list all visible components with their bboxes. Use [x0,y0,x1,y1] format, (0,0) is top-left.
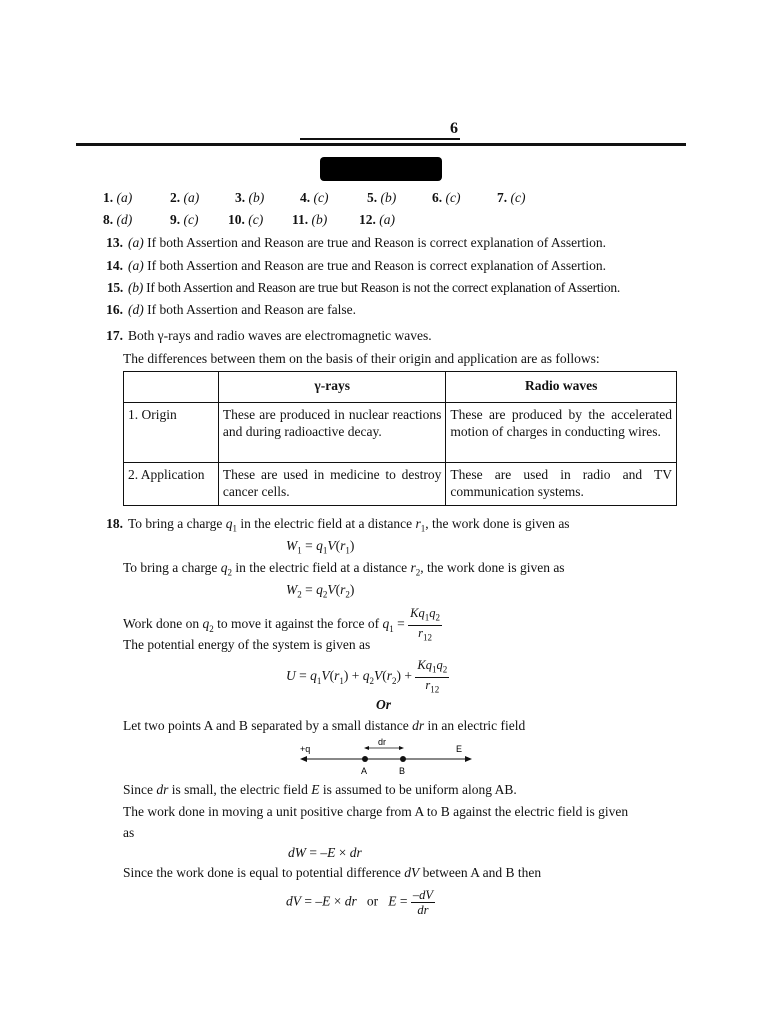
field-diagram [298,738,474,780]
left-arrowhead [300,756,307,762]
dr-arrowhead-left [364,746,369,750]
fraction: $\frac{Kq_1q_2}{r_{12}}$ [410,606,440,642]
a-label: A [361,766,368,776]
table-header: Radio waves [446,372,677,403]
table-cell: 1. Origin [124,403,219,463]
answer-14: 14. (a) If both Assertion and Reason are true and Reason is correct explanation of Assertion. [106,258,606,273]
point-b [400,756,406,762]
answer-8: 8. (d) [103,212,133,227]
table-header: γ-rays [218,372,446,403]
section-badge [320,157,442,181]
q18-line4: The potential energy of the system is given as [123,637,371,652]
table-cell: These are produced in nuclear reactions and during radioactive decay. [218,403,446,463]
comparison-table [123,371,677,506]
equation-w1: $W_1 = q_1V(r_1)$ [286,538,355,556]
answer-13: 13. (a) If both Assertion and Reason are true and Reason is correct explanation of Assertion. [106,235,606,250]
fraction: $\frac{Kq_1q_2}{r_{12}}$ [417,658,448,694]
answer-17: 17. Both γ-rays and radio waves are electromagnetic waves. [106,328,432,343]
equation-u: $U = q_1V(r_1) + q_2V(r_2)$ + $\frac{Kq_1q_2}{r_{12}}$ [286,658,448,694]
fraction: $\frac{-dV}{dr}$ [412,888,434,917]
q18-line7: The work done in moving a unit positive charge from A to B against the electric field is given [123,804,629,819]
table-cell: These are used in medicine to destroy cancer cells. [218,463,446,506]
answer-11: 11. (b) [292,212,328,227]
table-header [124,372,219,403]
point-a [362,756,368,762]
q18-line7b: as [123,825,135,840]
table-header-row [124,372,677,403]
equation-dw: dW = –E × dr [288,845,362,860]
e-label: E [456,744,463,754]
answer-3: 3. (b) [235,190,265,205]
dr-label: dr [378,738,387,747]
answer-9: 9. (c) [170,212,199,227]
plus-q-label: +q [300,744,311,754]
table-cell: These are produced by the accelerated motion of charges in conducting wires. [446,403,677,463]
q18-line2: To bring a charge $q_2$ in the electric field at a distance $r_2$, the work done is given as [123,560,565,578]
header-underline [300,138,460,140]
dr-arrowhead-right [399,746,404,750]
answer-4: 4. (c) [300,190,329,205]
answer-16: 16. (d) If both Assertion and Reason are false. [106,302,356,317]
answer-1: 1. (a) [103,190,133,205]
right-arrowhead [465,756,472,762]
q17-intro: The differences between them on the basis of their origin and application are as follows: [123,351,600,366]
q18-line5: Let two points A and B separated by a small distance dr in an electric field [123,718,526,733]
header-rule [76,143,686,146]
or-separator: Or [376,697,392,712]
answer-5: 5. (b) [367,190,397,205]
equation-w2: $W_2 = q_2V(r_2)$ [286,582,355,600]
q18-line3: Work done on $q_2$ to move it against the force of $q_1$ = $\frac{Kq_1q_2}{r_{12}}$ [123,606,440,642]
answer-15: 15. (b) If both Assertion and Reason are true but Reason is not the correct explanation of Assertion. [106,280,621,295]
answer-2: 2. (a) [170,190,200,205]
table-cell: 2. Application [124,463,219,506]
answer-18: 18. To bring a charge $q_1$ in the electric field at a distance $r_1$, the work done is given as [106,516,570,534]
table-row [124,463,677,506]
q18-line8: Since the work done is equal to potential difference dV between A and B then [123,865,542,880]
table-row [124,403,677,463]
answer-10: 10. (c) [228,212,264,227]
answer-6: 6. (c) [432,190,461,205]
equation-dv: dV = –E × dr or E = $\frac{-dV}{dr}$ [286,888,434,917]
b-label: B [399,766,406,776]
answer-12: 12. (a) [359,212,395,227]
answer-7: 7. (c) [497,190,526,205]
q18-line6: Since dr is small, the electric field E is assumed to be uniform along AB. [123,782,517,797]
page-number: 6 [450,120,458,137]
table-cell: These are used in radio and TV communication systems. [446,463,677,506]
